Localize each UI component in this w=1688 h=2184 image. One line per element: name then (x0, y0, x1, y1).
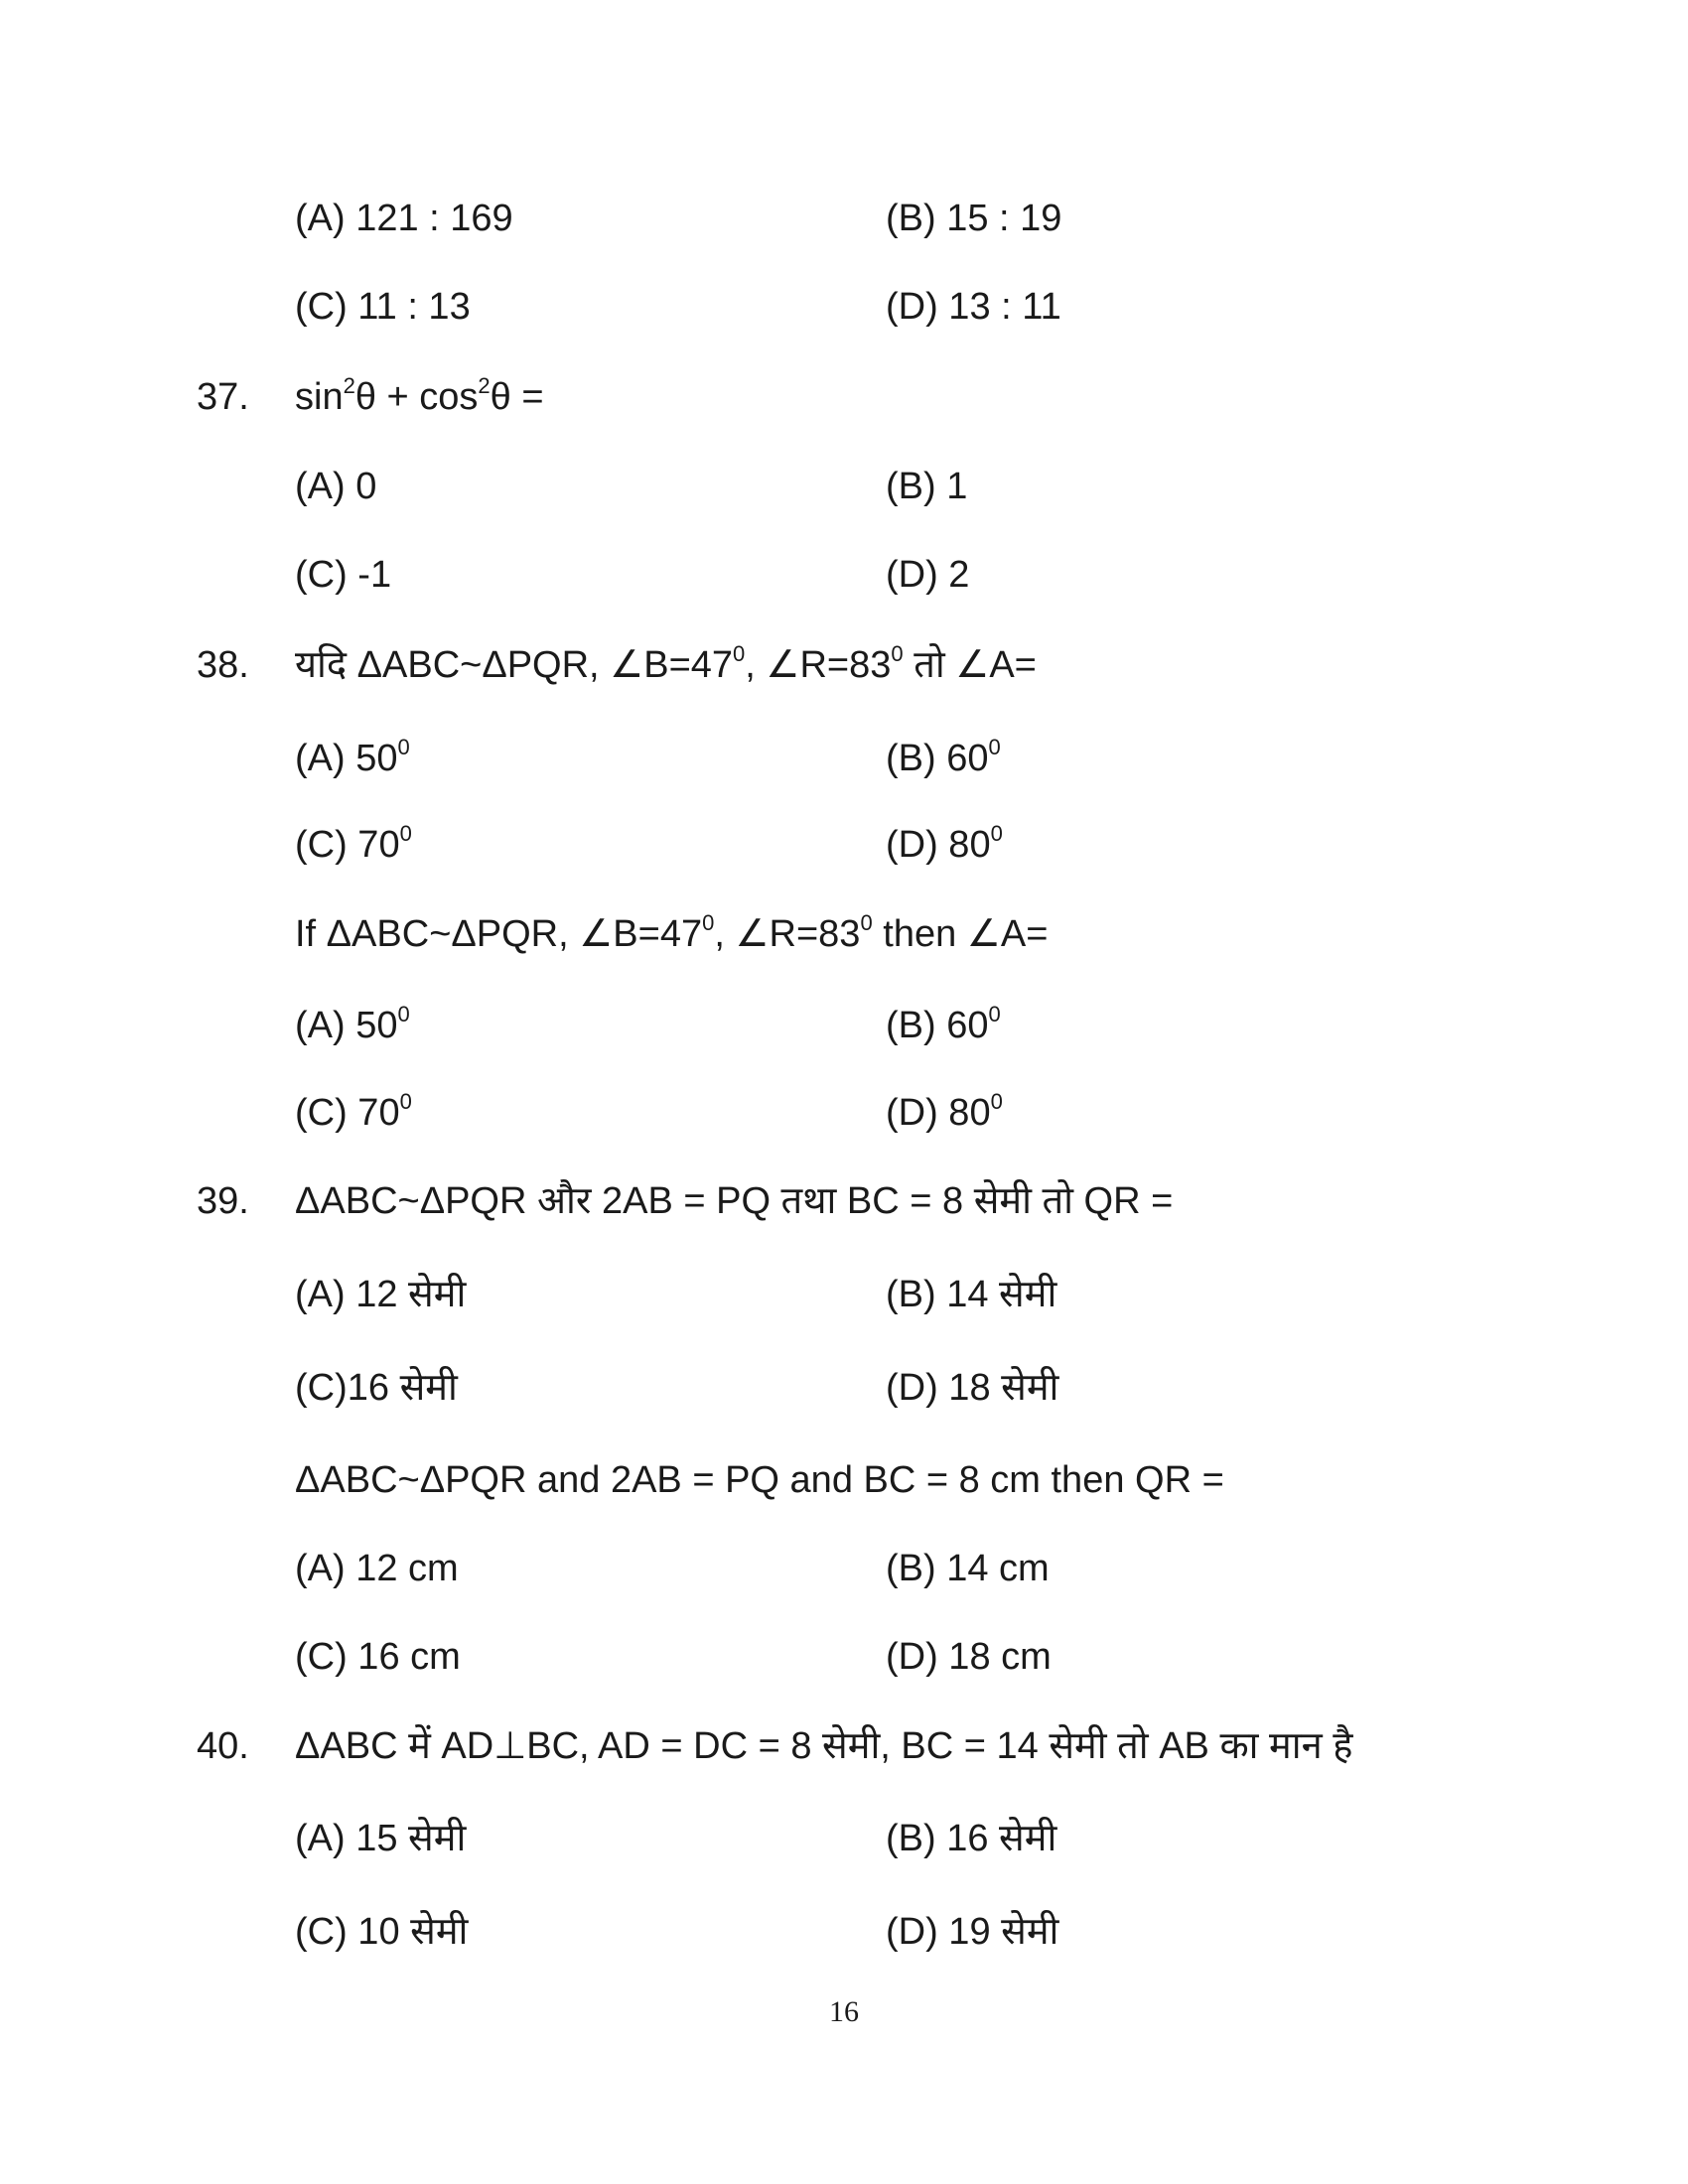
q39-stem-english: ΔABC~ΔPQR and 2AB = PQ and BC = 8 cm then QR = (295, 1459, 1224, 1501)
q38-hi-option-a: (A) $50^0$ (295, 735, 410, 779)
page-number: 16 (829, 1995, 859, 2028)
q39-number: 39. (197, 1180, 249, 1222)
q40-stem-hindi: ΔABC में AD⊥BC, AD = DC = 8 सेमी, BC = 14 सेमी तो AB का मान है (295, 1725, 1353, 1767)
q38-en-option-a: (A) $50^0$ (295, 1002, 410, 1046)
q38-hi-option-b: (B) $60^0$ (886, 735, 1001, 779)
q38-number: 38. (197, 644, 249, 686)
q40-hi-option-b: (B) 16 सेमी (886, 1818, 1057, 1859)
q37-number: 37. (197, 376, 249, 418)
q38-stem-english: If ΔABC~ΔPQR, $\angle B=47^0$, $\angle R=83^0$ then ∠A= (295, 910, 1049, 955)
q36-option-b: (B) 15 : 19 (886, 198, 1062, 239)
q38-en-option-d: (D) $80^0$ (886, 1089, 1003, 1134)
q37-option-b: (B) 1 (886, 466, 968, 507)
q39-en-option-b: (B) 14 cm (886, 1548, 1050, 1589)
q38-en-option-b: (B) $60^0$ (886, 1002, 1001, 1046)
q38-hi-option-d: (D) $80^0$ (886, 821, 1003, 866)
q38-en-option-c: (C) $70^0$ (295, 1089, 412, 1134)
q39-en-option-d: (D) 18 cm (886, 1636, 1052, 1678)
q38-hi-option-c: (C) $70^0$ (295, 821, 412, 866)
q37-option-d: (D) 2 (886, 554, 970, 596)
q39-stem-hindi: ΔABC~ΔPQR और 2AB = PQ तथा BC = 8 सेमी तो QR = (295, 1180, 1174, 1222)
q39-en-option-a: (A) 12 cm (295, 1548, 459, 1589)
q39-en-option-c: (C) 16 cm (295, 1636, 461, 1678)
q40-hi-option-d: (D) 19 सेमी (886, 1911, 1059, 1953)
q40-number: 40. (197, 1725, 249, 1767)
q38-stem-hindi: यदि ΔABC~ΔPQR, $\angle B=47^0$, $\angle R=83^0$ तो ∠A= (295, 641, 1037, 686)
q40-hi-option-c: (C) 10 सेमी (295, 1911, 469, 1953)
q39-hi-option-a: (A) 12 सेमी (295, 1274, 467, 1315)
q40-hi-option-a: (A) 15 सेमी (295, 1818, 467, 1859)
q36-option-a: (A) 121 : 169 (295, 198, 513, 239)
q37-option-a: (A) 0 (295, 466, 377, 507)
q39-hi-option-c: (C)16 सेमी (295, 1367, 458, 1409)
q36-option-c: (C) 11 : 13 (295, 286, 471, 328)
q39-hi-option-b: (B) 14 सेमी (886, 1274, 1057, 1315)
q36-option-d: (D) 13 : 11 (886, 286, 1061, 328)
q37-stem: $\sin^2\theta + \cos^2\theta$ = (295, 373, 544, 418)
q37-option-c: (C) -1 (295, 554, 392, 596)
q39-hi-option-d: (D) 18 सेमी (886, 1367, 1059, 1409)
